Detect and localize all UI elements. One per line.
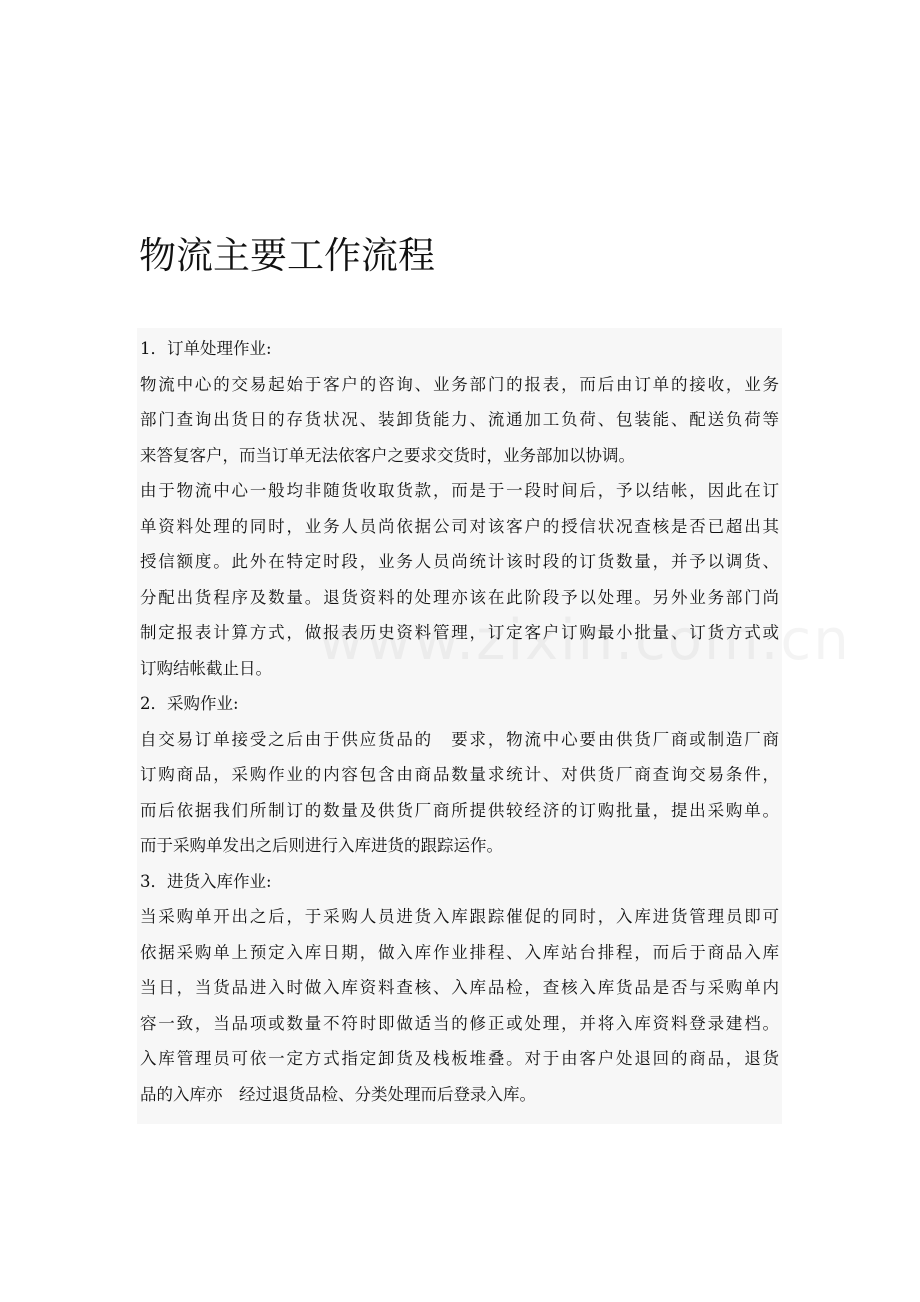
paragraph-line: 而于采购单发出之后则进行入库进货的跟踪运作。 <box>140 836 503 855</box>
paragraph-line: 由于物流中心一般均非随货收取货款，而是于一段时间后，予以结帐，因此在订 <box>140 481 779 500</box>
paragraph-line: 入库管理员可依一定方式指定卸货及栈板堆叠。对于由客户处退回的商品，退货 <box>140 1049 779 1068</box>
paragraph-line: 而后依据我们所制订的数量及供货厂商所提供较经济的订购批量，提出采购单。 <box>140 800 779 820</box>
paragraph-line: 单资料处理的同时，业务人员尚依据公司对该客户的授信状况查核是否已超出其 <box>140 516 779 536</box>
paragraph-line: 制定报表计算方式，做报表历史资料管理，订定客户订购最小批量、订货方式或 <box>140 623 779 642</box>
paragraph-line: 自交易订单接受之后由于供应货品的 要求，物流中心要由供货厂商或制造厂商 <box>140 729 779 749</box>
paragraph-line: 来答复客户，而当订单无法依客户之要求交货时，业务部加以协调。 <box>140 445 635 465</box>
paragraph-line: 授信额度。此外在特定时段，业务人员尚统计该时段的订货数量，并予以调货、 <box>140 552 779 571</box>
section-heading-purchasing: 2．采购作业: <box>140 694 239 713</box>
paragraph-line: 部门查询出货日的存货状况、装卸货能力、流通加工负荷、包装能、配送负荷等 <box>140 410 779 429</box>
section-heading-order-processing: 1．订单处理作业: <box>140 339 272 358</box>
paragraph-line: 当采购单开出之后，于采购人员进货入库跟踪催促的同时，入库进货管理员即可 <box>140 907 779 926</box>
paragraph-line: 容一致，当品项或数量不符时即做适当的修正或处理，并将入库资料登录建档。 <box>140 1013 779 1033</box>
paragraph-line: 分配出货程序及数量。退货资料的处理亦该在此阶段予以处理。另外业务部门尚 <box>140 587 779 607</box>
paragraph-line: 依据采购单上预定入库日期，做入库作业排程、入库站台排程，而后于商品入库 <box>140 942 779 962</box>
paragraph-line: 订购商品，采购作业的内容包含由商品数量求统计、对供货厂商查询交易条件， <box>140 765 779 784</box>
paragraph-line: 品的入库亦 经过退货品检、分类处理而后登录入库。 <box>140 1084 536 1104</box>
document-body <box>137 328 782 1124</box>
paragraph-line: 当日，当货品进入时做入库资料查核、入库品检，查核入库货品是否与采购单内 <box>140 978 779 997</box>
paragraph-line: 物流中心的交易起始于客户的咨询、业务部门的报表，而后由订单的接收，业务 <box>140 374 779 394</box>
section-heading-receiving: 3．进货入库作业: <box>140 871 272 891</box>
page-title: 物流主要工作流程 <box>139 234 435 277</box>
paragraph-line: 订购结帐截止日。 <box>140 658 272 678</box>
